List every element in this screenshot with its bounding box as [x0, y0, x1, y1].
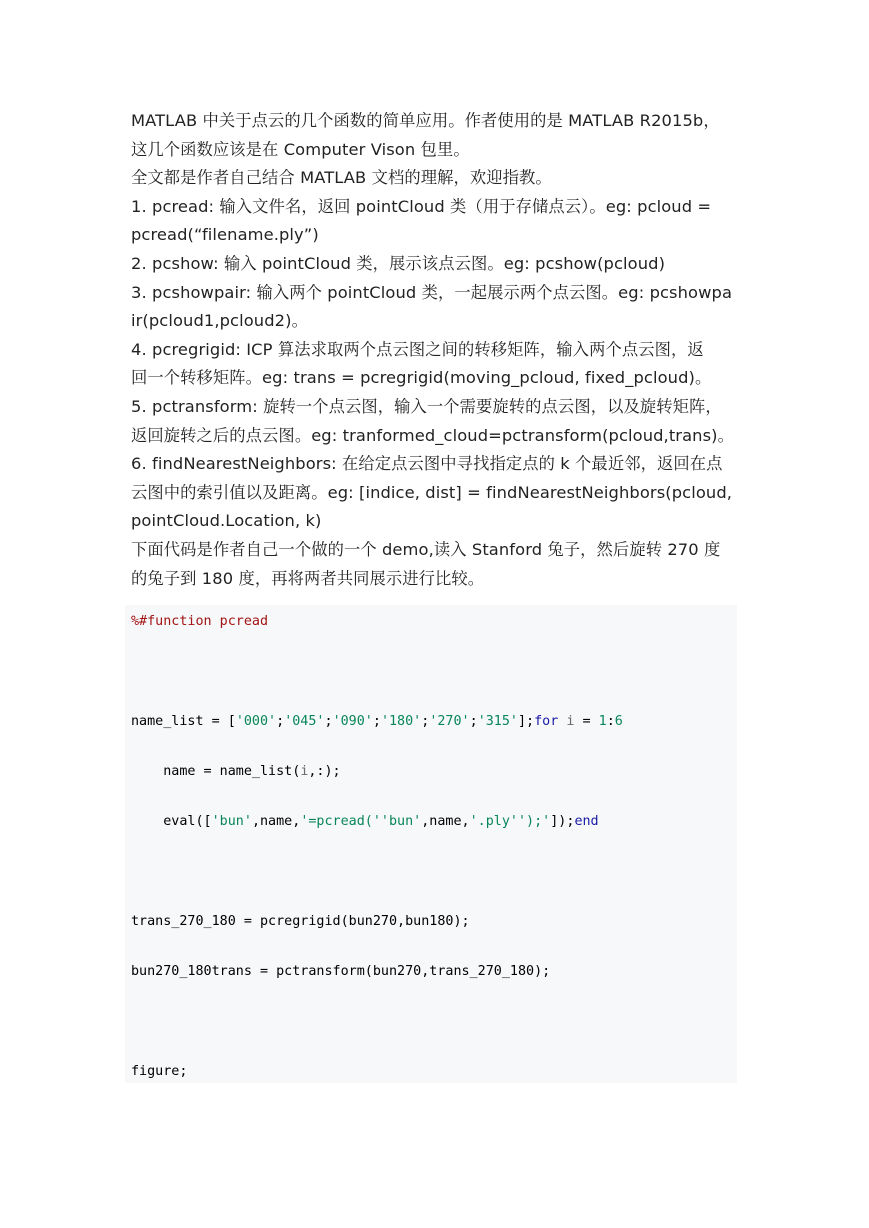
- article-body: [131, 107, 738, 593]
- code-text: ;: [469, 714, 478, 729]
- code-text: ,name,: [251, 814, 301, 829]
- code-text: name = name_list(: [131, 764, 301, 779]
- article-line: 3. pcshowpair: 输入两个 pointCloud 类，一起展示两个点云图。eg: pcshowpa: [131, 282, 733, 302]
- code-text: ,name,: [421, 814, 470, 829]
- article-line: 这几个函数应该是在 Computer Vison 包里。: [131, 139, 470, 159]
- code-comment: %#function pcread: [131, 614, 269, 629]
- code-string: '180': [380, 714, 422, 729]
- code-line-eval: [131, 813, 599, 831]
- code-text: ];: [518, 714, 535, 729]
- article-line: 6. findNearestNeighbors: 在给定点云图中寻找指定点的 k 个最近邻，返回在点: [131, 454, 723, 474]
- article-line: 5. pctransform: 旋转一个点云图，输入一个需要旋转的点云图，以及旋转矩阵，: [131, 396, 722, 416]
- code-text: ;: [324, 714, 333, 729]
- article-line: MATLAB 中关于点云的几个函数的简单应用。作者使用的是 MATLAB R2015b，: [131, 111, 720, 130]
- code-identifier: i: [300, 764, 309, 779]
- article-line: 云图中的索引值以及距离。eg: [indice, dist] = findNearestNeighbors(pcloud,: [131, 482, 733, 502]
- code-string: '.ply'');': [469, 814, 551, 829]
- code-text: ;: [421, 714, 430, 729]
- code-identifier: i: [558, 714, 583, 729]
- code-line-name: [131, 763, 341, 781]
- code-string: '315': [477, 714, 518, 729]
- code-line-trans: trans_270_180 = pcregrigid(bun270,bun180);: [131, 914, 470, 929]
- article-line: 返回旋转之后的点云图。eg: tranformed_cloud=pctransform(pcloud,trans)。: [131, 425, 735, 445]
- article-line: 全文都是作者自己结合 MATLAB 文档的理解，欢迎指教。: [131, 168, 552, 188]
- article-line: 1. pcread: 输入文件名，返回 pointCloud 类（用于存储点云）。eg: pcloud =: [131, 196, 712, 216]
- article-line: ir(pcloud1,pcloud2)。: [131, 311, 308, 331]
- code-text: ,:);: [308, 764, 341, 779]
- article-line: 4. pcregrigid: ICP 算法求取两个点云图之间的转移矩阵，输入两个点云图，返: [131, 339, 704, 359]
- code-string: '=pcread(''bun': [300, 814, 422, 829]
- code-line-figure: figure;: [131, 1064, 188, 1079]
- code-text: ;: [276, 714, 285, 729]
- code-line-comment: [131, 613, 268, 631]
- code-keyword: end: [574, 814, 599, 829]
- article-line: 回一个转移矩阵。eg: trans = pcregrigid(moving_pcloud, fixed_pcloud)。: [131, 368, 712, 388]
- code-line-transform: bun270_180trans = pctransform(bun270,trans_270_180);: [131, 964, 551, 979]
- code-line-name-list: [131, 713, 623, 731]
- article-line: pcread(“filename.ply”): [131, 225, 319, 245]
- code-text: name_list = [: [131, 714, 236, 729]
- code-text: ]);: [550, 814, 575, 829]
- code-text: eval([: [131, 814, 212, 829]
- article-line: pointCloud.Location, k): [131, 511, 322, 531]
- code-number: 6: [614, 714, 623, 729]
- code-text: ;: [372, 714, 381, 729]
- code-keyword: for: [534, 714, 559, 729]
- code-string: '000': [235, 714, 277, 729]
- code-text: :: [606, 714, 615, 729]
- article-line: 2. pcshow: 输入 pointCloud 类，展示该点云图。eg: pcshow(pcloud): [131, 253, 666, 273]
- code-block: [125, 605, 737, 1083]
- article-line: 的兔子到 180 度，再将两者共同展示进行比较。: [131, 568, 485, 588]
- article-line: 下面代码是作者自己一个做的一个 demo,读入 Stanford 兔子，然后旋转 270 度: [131, 539, 721, 559]
- code-text: =: [582, 714, 599, 729]
- code-number: 1: [598, 714, 607, 729]
- code-string: 'bun': [211, 814, 252, 829]
- code-string: '045': [284, 714, 325, 729]
- code-string: '270': [429, 714, 470, 729]
- code-string: '090': [332, 714, 373, 729]
